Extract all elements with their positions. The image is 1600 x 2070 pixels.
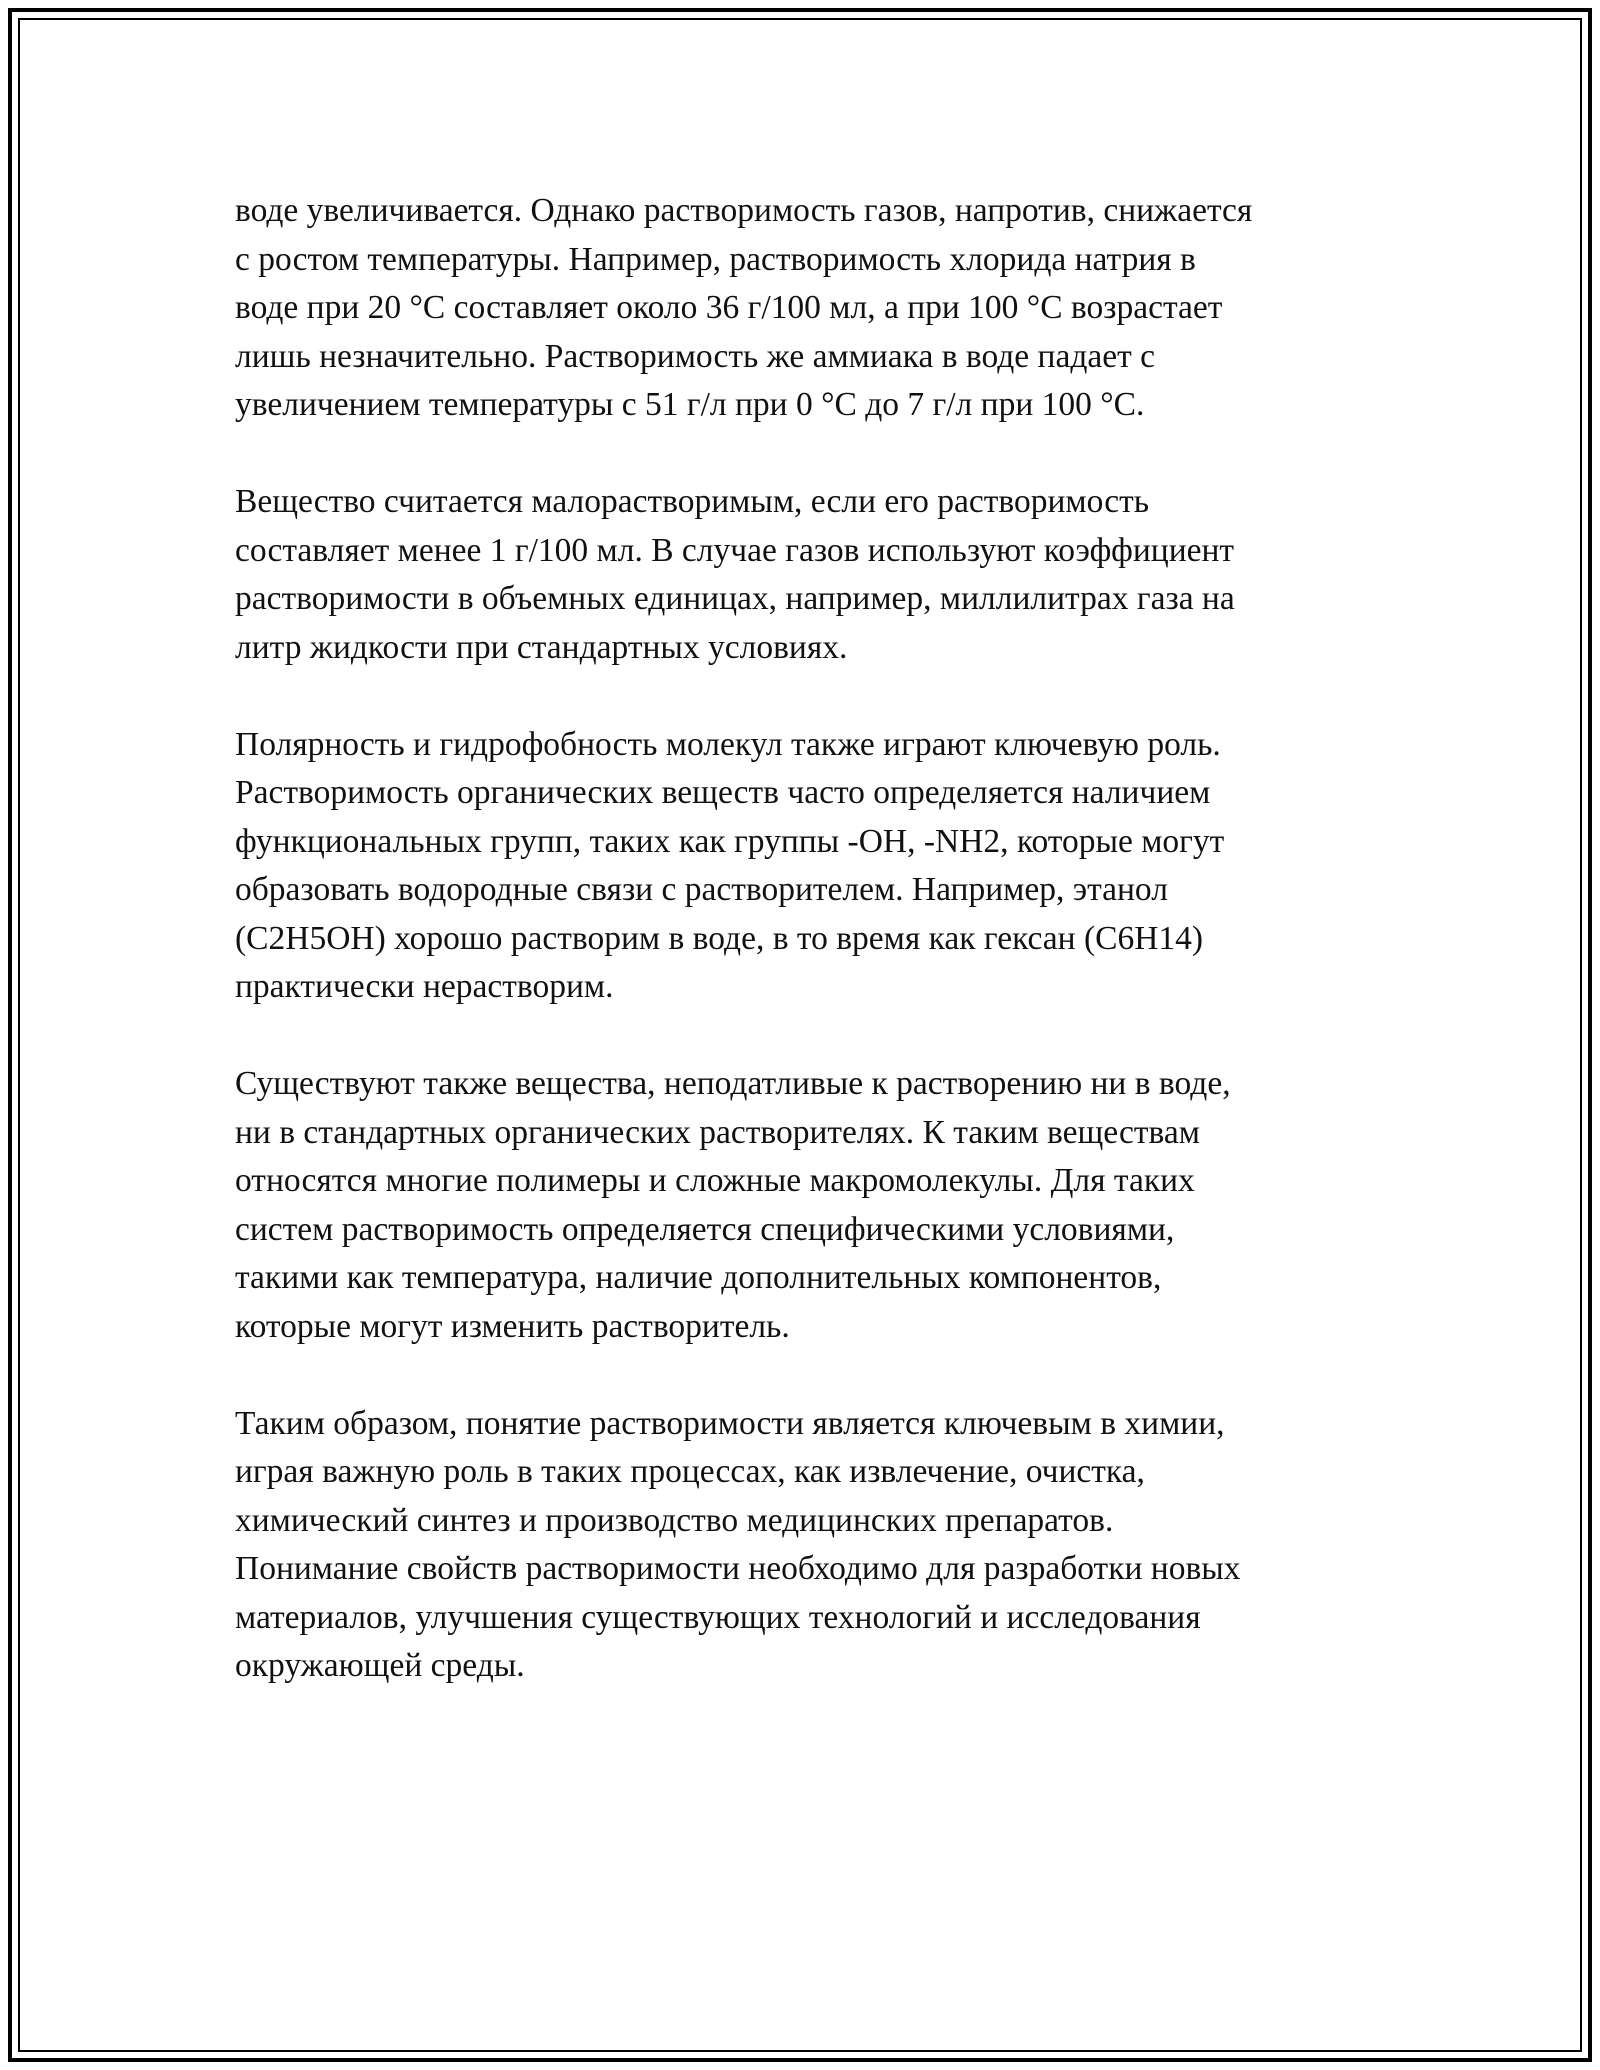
text-line: функциональных групп, таких как группы -OH, -NH2, которые могут <box>235 822 1225 860</box>
text-line: играя важную роль в таких процессах, как извлечение, очистка, <box>235 1453 1145 1490</box>
text-line: систем растворимость определяется специфическими условиями, <box>235 1210 1175 1248</box>
text-line: Существуют также вещества, неподатливые к растворению ни в воде, <box>235 1065 1231 1102</box>
paragraph-low-solubility <box>235 478 1375 672</box>
text-line: которые могут изменить растворитель. <box>235 1307 790 1345</box>
text-line: литр жидкости при стандартных условиях. <box>235 628 848 666</box>
text-line: лишь незначительно. Растворимость же аммиака в воде падает с <box>235 337 1156 375</box>
text-line: образовать водородные связи с растворителем. Например, этанол <box>235 871 1168 908</box>
paragraph-polarity <box>235 721 1375 1012</box>
text-line: воде при 20 °C составляет около 36 г/100 мл, а при 100 °C возрастает <box>235 289 1223 326</box>
text-line: Растворимость органических веществ часто определяется наличием <box>235 774 1211 811</box>
text-line: увеличением температуры с 51 г/л при 0 °C до 7 г/л при 100 °C. <box>235 386 1145 423</box>
text-line: химический синтез и производство медицинских препаратов. <box>235 1501 1114 1539</box>
paragraph-temperature-solubility <box>235 187 1375 430</box>
text-line: Полярность и гидрофобность молекул также играют ключевую роль. <box>235 725 1221 763</box>
text-line: практически нерастворим. <box>235 968 614 1005</box>
text-line: растворимости в объемных единицах, например, миллилитрах газа на <box>235 580 1235 617</box>
text-line: с ростом температуры. Например, растворимость хлорида натрия в <box>235 240 1196 278</box>
text-line: составляет менее 1 г/100 мл. В случае газов используют коэффициент <box>235 531 1235 569</box>
text-line: ни в стандартных органических растворителях. К таким веществам <box>235 1113 1200 1151</box>
text-line: относятся многие полимеры и сложные макромолекулы. Для таких <box>235 1162 1195 1199</box>
document-body <box>235 187 1375 1739</box>
text-line: Вещество считается малорастворимым, если его растворимость <box>235 483 1150 520</box>
text-line: материалов, улучшения существующих технологий и исследования <box>235 1598 1201 1636</box>
text-line: воде увеличивается. Однако растворимость газов, напротив, снижается <box>235 192 1253 229</box>
paragraph-conclusion <box>235 1400 1375 1691</box>
text-line: такими как температура, наличие дополнительных компонентов, <box>235 1259 1162 1296</box>
paragraph-insoluble-substances <box>235 1060 1375 1351</box>
text-line: окружающей среды. <box>235 1647 525 1684</box>
text-line: (C2H5OH) хорошо растворим в воде, в то время как гексан (C6H14) <box>235 919 1204 957</box>
text-line: Понимание свойств растворимости необходимо для разработки новых <box>235 1550 1241 1587</box>
text-line: Таким образом, понятие растворимости является ключевым в химии, <box>235 1404 1225 1442</box>
